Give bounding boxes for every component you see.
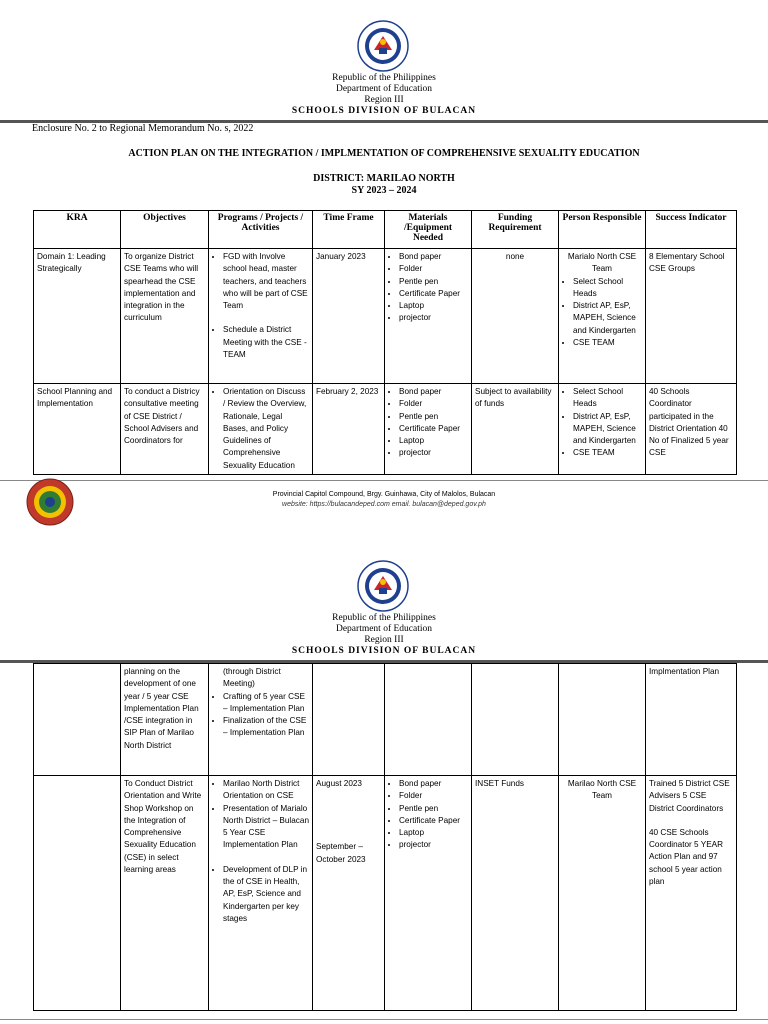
- list-item: • Bond paper: [399, 778, 468, 790]
- cell-funding: [472, 664, 559, 776]
- cell-objective: To Conduct District Orientation and Write Shop Workshop on the Integration of Comprehensive Sexuality Education (CSE) in select learning areas: [121, 776, 209, 1011]
- footer-contact: [0, 490, 768, 510]
- letterhead: [0, 73, 768, 117]
- cell-success: [646, 776, 737, 1011]
- cell-ppa: [209, 249, 313, 384]
- action-plan-table-page1: [33, 210, 737, 475]
- col-objectives: Objectives: [121, 211, 209, 249]
- cell-time: January 2023: [313, 249, 385, 384]
- cell-ppa: [209, 664, 313, 776]
- list-item: • Presentation of Marialo North District – Bulacan 5 Year CSE Implementation Plan: [223, 803, 309, 852]
- list-item: • Pentle pen: [399, 803, 468, 815]
- letterhead-region: Region III: [364, 635, 404, 645]
- cell-success: Implmentation Plan: [646, 664, 737, 776]
- cell-kra: [34, 664, 121, 776]
- col-kra: KRA: [34, 211, 121, 249]
- cell-funding: INSET Funds: [472, 776, 559, 1011]
- deped-seal-logo: [357, 20, 409, 72]
- deped-seal-logo: [357, 560, 409, 612]
- letterhead-republic: Republic of the Philippines: [332, 613, 436, 623]
- cell-objective: planning on the development of one year / 5 year CSE Implementation Plan /CSE integration in SIP Plan of Marilao North District: [121, 664, 209, 776]
- list-item: • projector: [399, 839, 468, 851]
- list-item: • CSE TEAM: [573, 337, 642, 349]
- list-item: • Pentle pen: [399, 411, 468, 423]
- cell-time: [313, 664, 385, 776]
- ppa-continued: (through District Meeting): [223, 667, 281, 689]
- list-item: • Bond paper: [399, 386, 468, 398]
- cell-kra: School Planning and Implementation: [34, 384, 121, 475]
- person-team: Marialo North CSE Team: [567, 252, 637, 274]
- cell-materials: [385, 249, 472, 384]
- letterhead-department: Department of Education: [335, 84, 433, 94]
- col-success: Success Indicator: [646, 211, 737, 249]
- action-plan-table-page2: [33, 663, 737, 1011]
- time-sept-oct: September – October 2023: [316, 842, 366, 864]
- cell-ppa: [209, 776, 313, 1011]
- success-trained: Trained 5 District CSE Advisers 5 CSE District Coordinators: [649, 779, 730, 813]
- col-person: Person Responsible: [559, 211, 646, 249]
- col-funding: Funding Requirement: [472, 211, 559, 249]
- list-item: • Certificate Paper: [399, 423, 468, 435]
- cell-materials: [385, 664, 472, 776]
- list-item: • Schedule a District Meeting with the CSE - TEAM: [223, 324, 309, 361]
- list-item: • Laptop: [399, 827, 468, 839]
- table-row: [34, 664, 737, 776]
- col-materials: Materials /Equipment Needed: [385, 211, 472, 249]
- cell-ppa: [209, 384, 313, 475]
- cell-person: [559, 664, 646, 776]
- cell-time: February 2, 2023: [313, 384, 385, 475]
- cell-kra: [34, 776, 121, 1011]
- list-item: • Folder: [399, 398, 468, 410]
- cell-funding: none: [472, 249, 559, 384]
- list-item: • Development of DLP in the of CSE in Health, AP, EsP, Science and Kindergarten per key stages: [223, 864, 309, 925]
- cell-person: [559, 249, 646, 384]
- school-year: SY 2023 – 2024: [351, 185, 417, 196]
- list-item: • CSE TEAM: [573, 447, 642, 459]
- list-item: • Pentle pen: [399, 276, 468, 288]
- col-programs: Programs / Projects / Activities: [209, 211, 313, 249]
- enclosure-note: Enclosure No. 2 to Regional Memorandum No. s, 2022: [32, 123, 254, 134]
- cell-objective: To conduct a Districy consultative meeting of CSE District / School Advisers and Coordinators for: [121, 384, 209, 475]
- footer-rule: [0, 480, 768, 481]
- list-item: • Certificate Paper: [399, 815, 468, 827]
- table-row: [34, 384, 737, 475]
- list-item: • Finalization of the CSE – Implementation Plan: [223, 715, 309, 740]
- list-item: • Folder: [399, 263, 468, 275]
- district-name: DISTRICT: MARILAO NORTH: [313, 173, 455, 184]
- letterhead-division: SCHOOLS DIVISION OF BULACAN: [291, 646, 477, 656]
- letterhead-region: Region III: [364, 95, 404, 105]
- list-item: • Folder: [399, 790, 468, 802]
- document-title: ACTION PLAN ON THE INTEGRATION / IMPLMENTATION OF COMPREHENSIVE SEXUALITY EDUCATION: [128, 148, 640, 159]
- cell-funding: Subject to availability of funds: [472, 384, 559, 475]
- cell-objective: To organize District CSE Teams who will spearhead the CSE implementation and integration in the curriculum: [121, 249, 209, 384]
- letterhead-department: Department of Education: [335, 624, 433, 634]
- cell-success: 8 Elementary School CSE Groups: [646, 249, 737, 384]
- list-item: • District AP, EsP, MAPEH, Science and Kindergarten: [573, 300, 642, 337]
- list-item: • Certificate Paper: [399, 288, 468, 300]
- list-item: • FGD with Involve school head, master teachers, and teachers who will be part of CSE Team: [223, 251, 309, 312]
- table-row: [34, 249, 737, 384]
- list-item: • District AP, EsP, MAPEH, Science and Kindergarten: [573, 411, 642, 448]
- cell-person: [559, 384, 646, 475]
- list-item: • Laptop: [399, 435, 468, 447]
- footer-web-email: website: https://bulacandeped.com email. bulacan@deped.gov.ph: [282, 501, 486, 508]
- list-item: • Marilao North District Orientation on CSE: [223, 778, 309, 803]
- list-item: • Laptop: [399, 300, 468, 312]
- time-august: August 2023: [316, 779, 362, 788]
- letterhead-division: SCHOOLS DIVISION OF BULACAN: [291, 106, 477, 116]
- list-item: • Crafting of 5 year CSE – Implementation Plan: [223, 691, 309, 716]
- cell-materials: [385, 776, 472, 1011]
- table-row: [34, 776, 737, 1011]
- success-action-plan: 40 CSE Schools Coordinator 5 YEAR Action Plan and 97 school 5 year action plan: [649, 827, 724, 887]
- footer-rule: [0, 1019, 768, 1020]
- letterhead-republic: Republic of the Philippines: [332, 73, 436, 83]
- cell-materials: [385, 384, 472, 475]
- cell-time: [313, 776, 385, 1011]
- cell-kra: Domain 1: Leading Strategically: [34, 249, 121, 384]
- cell-person: Marilao North CSE Team: [559, 776, 646, 1011]
- list-item: • projector: [399, 447, 468, 459]
- col-time-frame: Time Frame: [313, 211, 385, 249]
- footer-address: Provincial Capitol Compound, Brgy. Guinhawa, City of Malolos, Bulacan: [272, 491, 496, 498]
- list-item: • Bond paper: [399, 251, 468, 263]
- list-item: • projector: [399, 312, 468, 324]
- list-item: • Select School Heads: [573, 386, 642, 411]
- cell-success: 40 Schools Coordinator participated in the District Orientation 40 No of Finalized 5 year CSE: [646, 384, 737, 475]
- district-heading: [0, 173, 768, 197]
- list-item: • Select School Heads: [573, 276, 642, 301]
- list-item: • Orientation on Discuss / Review the Overview, Rationale, Legal Bases, and Policy Guidelines of Comprehensive Sexuality Education: [223, 386, 309, 472]
- letterhead: [0, 613, 768, 657]
